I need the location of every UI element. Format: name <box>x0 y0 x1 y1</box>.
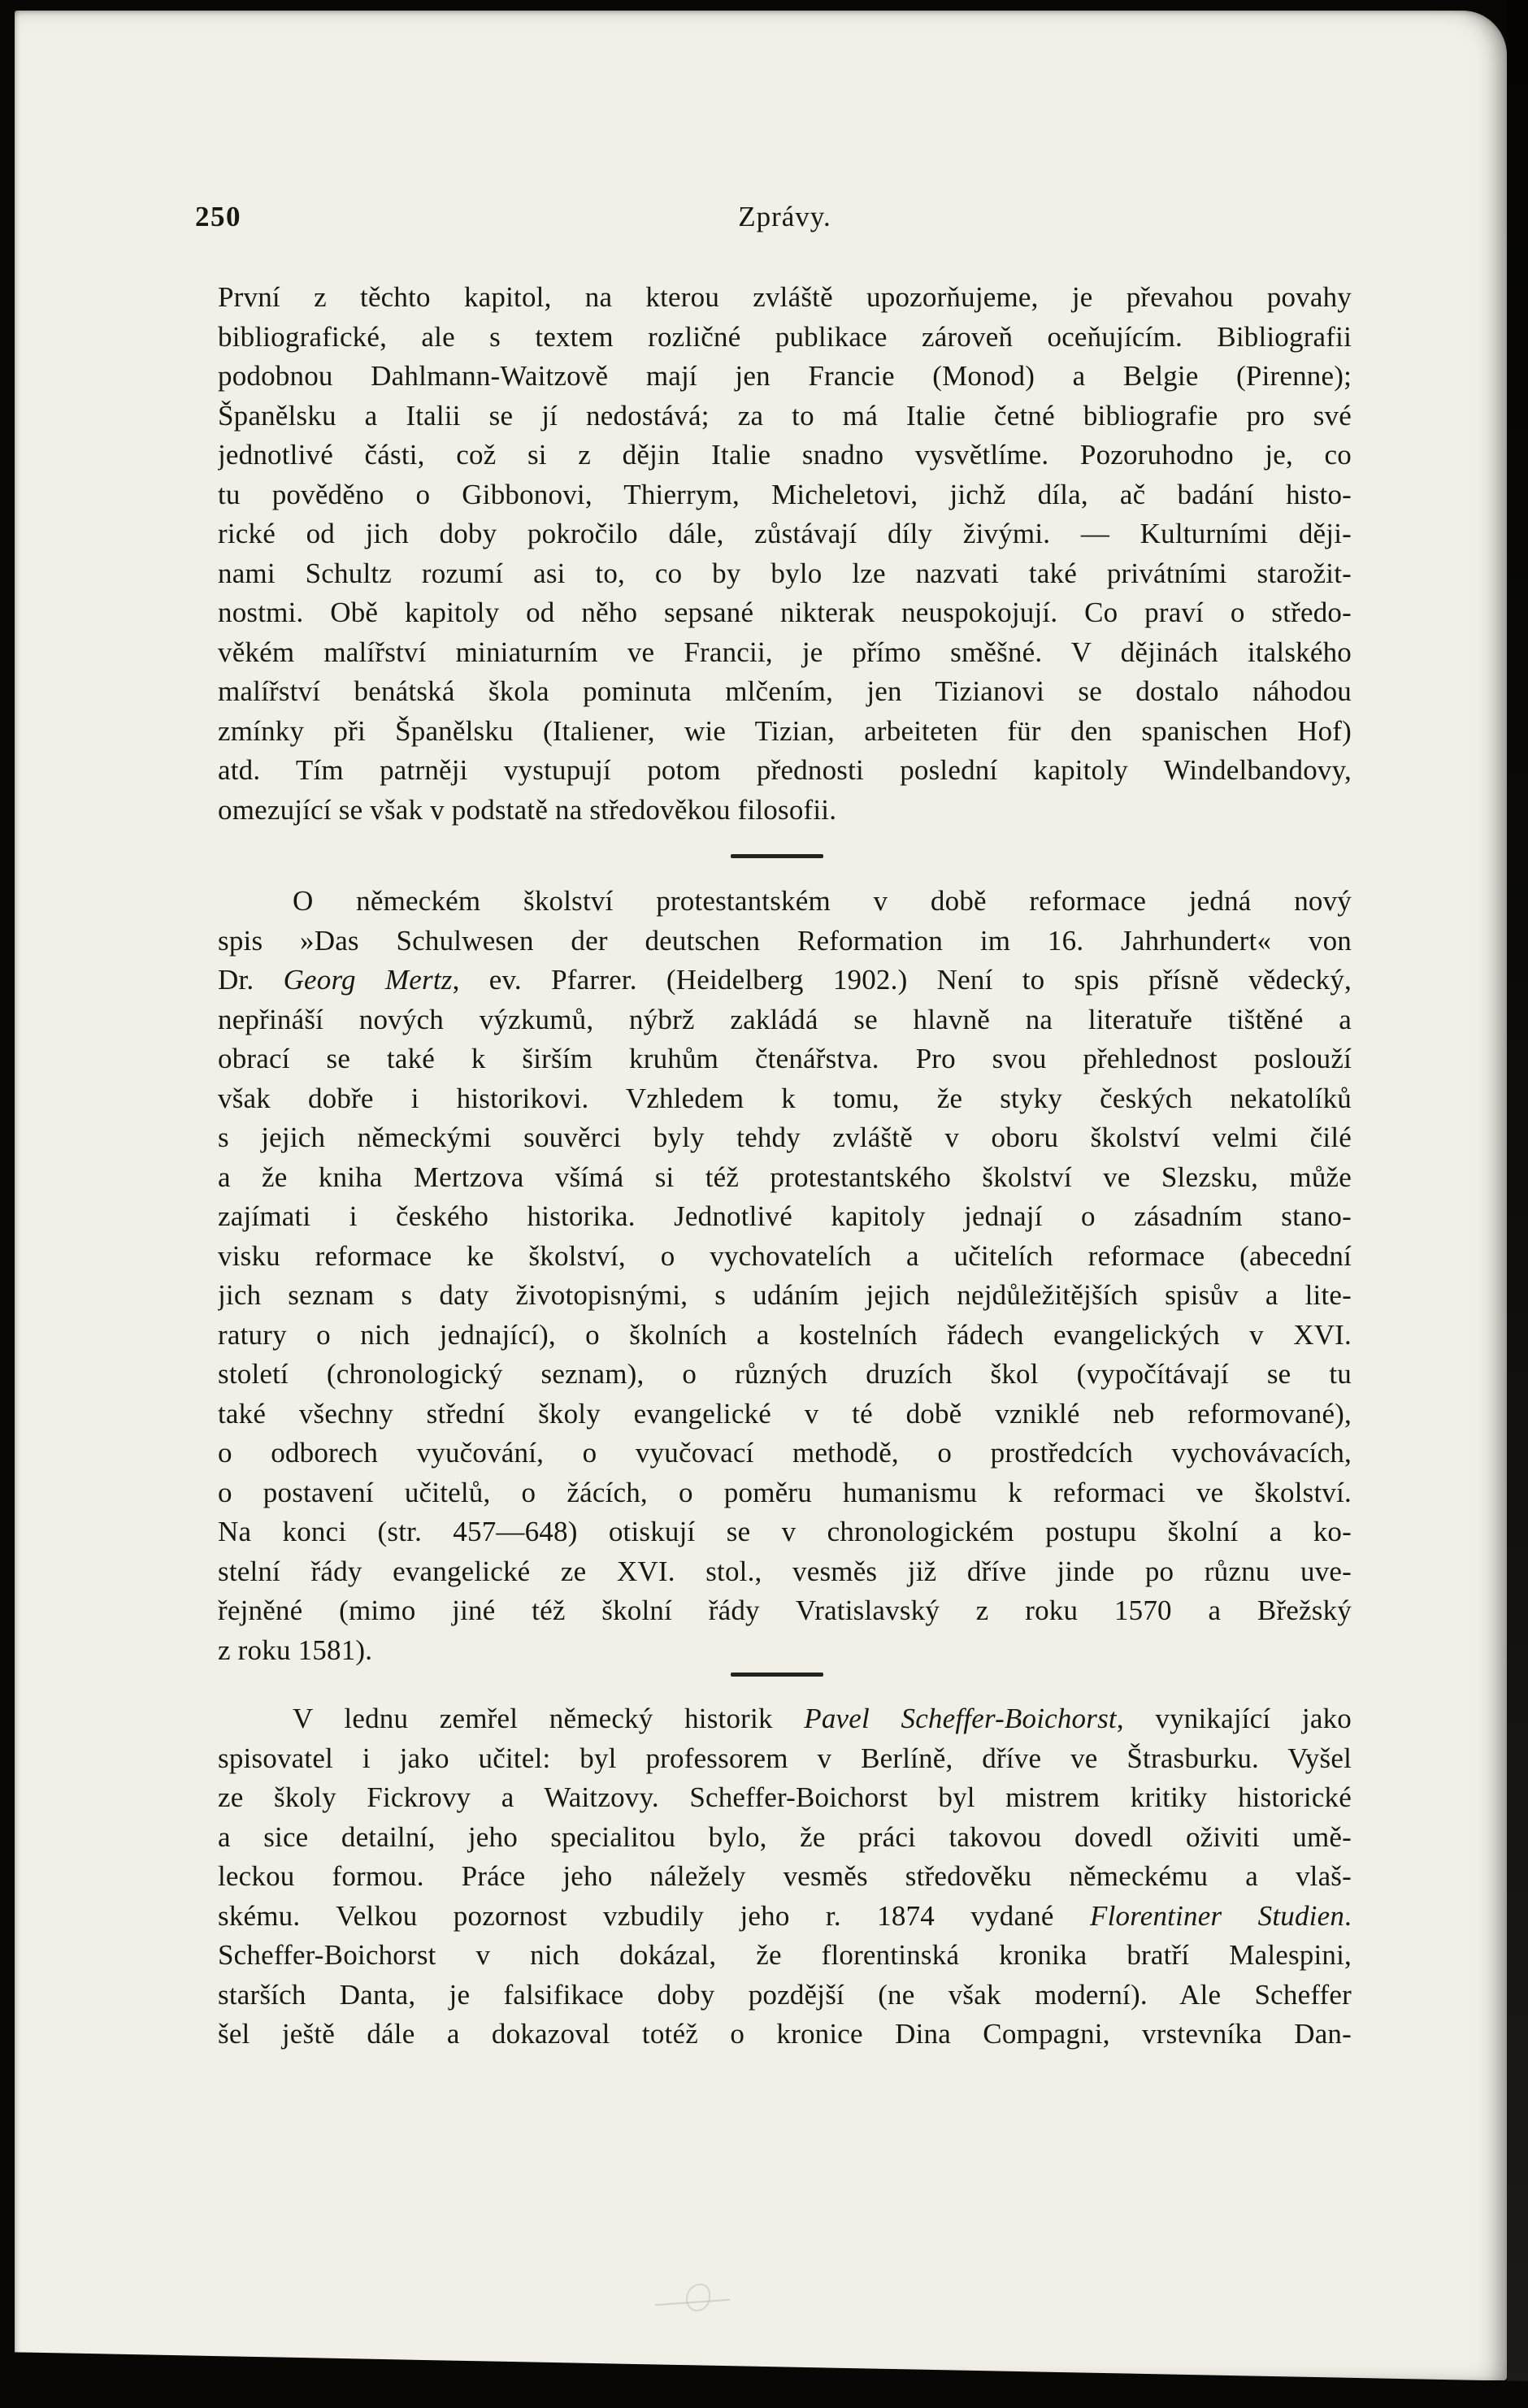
text-segment: šel ještě dále a dokazoval totéž o kronice Dina Compagni, vrstevníka Dan- <box>218 2018 1352 2050</box>
text-line <box>218 1818 1352 1858</box>
text-segment: starších Danta, je falsifikace doby pozdější (ne však moderní). Ale Scheffer <box>218 1978 1352 2011</box>
text-line <box>218 1316 1352 1356</box>
text-line <box>218 882 1352 922</box>
text-segment: a sice detailní, jeho specialitou bylo, že práci takovou dovedl oživiti umě- <box>218 1820 1352 1853</box>
text-segment: s jejich německými souvěrci byly tehdy zvláště v oboru školství velmi čilé <box>218 1122 1352 1153</box>
text-segment: Scheffer-Boichorst v nich dokázal, že florentinská kronika bratří Malespini, <box>218 1939 1352 1971</box>
text-segment: O německém školství protestantském v době reformace jedná nový <box>293 885 1352 917</box>
text-line <box>218 475 1352 515</box>
text-segment: a že kniha Mertzova všímá si též protestantského školství ve Slezsku, může <box>218 1161 1352 1193</box>
text-segment: omezující se však v podstatě na středověkou filosofii. <box>218 793 837 826</box>
text-line <box>218 554 1352 594</box>
text-line <box>218 1434 1352 1473</box>
text-segment: tu pověděno o Gibbonovi, Thierrym, Micheletovi, jichž díla, ač badání histo- <box>218 478 1352 510</box>
text-segment: o postavení učitelů, o žácích, o poměru humanismu k reformaci ve školství. <box>218 1476 1352 1508</box>
text-line <box>218 1897 1352 1937</box>
italic-text-segment: Pavel Scheffer-Boichorst <box>804 1703 1117 1734</box>
text-segment: věkém malířství miniaturním ve Francii, je přímo směšné. V dějinách italského <box>218 636 1352 668</box>
text-segment: ratury o nich jednající), o školních a kostelních řádech evangelických v XVI. <box>218 1318 1352 1351</box>
text-segment: století (chronologický seznam), o různých druzích škol (vypočítávají se tu <box>218 1358 1352 1390</box>
text-segment: skému. Velkou pozornost vzbudily jeho r. 1874 vydané <box>218 1899 1091 1932</box>
section-divider-1 <box>731 854 823 858</box>
text-segment: jednotlivé části, což si z dějin Italie snadno vysvětlíme. Pozoruhodno je, co <box>218 439 1352 471</box>
text-line <box>218 318 1352 358</box>
text-segment: spisovatel i jako učitel: byl professorem v Berlíně, dříve ve Štrasburku. Vyšel <box>218 1742 1352 1774</box>
italic-text-segment: Florentiner Studien <box>1090 1899 1345 1932</box>
text-line <box>218 514 1352 554</box>
text-segment: Dr. <box>218 964 284 996</box>
text-line <box>218 1591 1352 1631</box>
text-line <box>218 2015 1352 2054</box>
italic-text-segment: Georg Mertz <box>283 964 453 996</box>
text-line <box>218 1276 1352 1316</box>
text-line <box>218 1079 1352 1119</box>
text-segment: však dobře i historikovi. Vzhledem k tomu, že styky českých nekatolíků <box>218 1082 1352 1114</box>
text-line <box>218 791 1352 831</box>
text-line <box>218 1000 1352 1040</box>
running-title: Zprávy. <box>738 201 831 232</box>
text-segment: rické od jich doby pokročilo dále, zůstávají díly živými. — Kulturními ději- <box>218 518 1352 549</box>
text-segment: podobnou Dahlmann-Waitzově mají jen Francie (Monod) a Belgie (Pirenne); <box>218 360 1352 392</box>
section-divider-2 <box>731 1673 823 1677</box>
text-segment: leckou formou. Práce jeho náležely vesměs středověku německému a vlaš- <box>218 1860 1352 1892</box>
text-segment: nostmi. Obě kapitoly od něho sepsané nikterak neuspokojují. Co praví o středo- <box>218 597 1352 628</box>
page-number: 250 <box>195 201 241 232</box>
text-segment: zajímati i českého historika. Jednotlivé kapitoly jednají o zásadním stano- <box>218 1200 1352 1232</box>
text-segment: . <box>1344 1899 1352 1932</box>
text-line <box>218 1512 1352 1552</box>
text-segment: z roku 1581). <box>218 1634 373 1666</box>
text-segment: , vynikající jako <box>1116 1703 1352 1734</box>
text-line <box>218 1473 1352 1513</box>
text-segment: spis »Das Schulwesen der deutschen Reformation im 16. Jahrhundert« von <box>218 924 1352 957</box>
text-segment: První z těchto kapitol, na kterou zvláště upozorňujeme, je převahou povahy <box>218 281 1352 313</box>
text-line <box>218 593 1352 633</box>
text-line <box>218 1936 1352 1976</box>
text-segment: zmínky při Španělsku (Italiener, wie Tizian, arbeiteten für den spanischen Hof) <box>218 714 1352 747</box>
text-segment: také všechny střední školy evangelické v té době vzniklé neb reformované), <box>218 1397 1352 1430</box>
text-line <box>218 1552 1352 1592</box>
text-segment: obrací se také k širším kruhům čtenářstva. Pro svou přehlednost poslouží <box>218 1043 1352 1074</box>
text-line <box>218 1039 1352 1079</box>
text-line <box>218 1237 1352 1277</box>
text-line <box>218 712 1352 752</box>
text-segment: Na konci (str. 457—648) otiskují se v chronologickém postupu školní a ko- <box>218 1516 1352 1547</box>
ink-smudge <box>655 2280 733 2323</box>
text-line <box>218 1355 1352 1395</box>
text-segment: V lednu zemřel německý historik <box>293 1703 805 1734</box>
text-line <box>218 1631 1352 1671</box>
text-line <box>218 278 1352 318</box>
text-segment: nepřináší nových výzkumů, nýbrž zakládá se hlavně na literatuře tištěné a <box>218 1003 1352 1035</box>
text-segment: jich seznam s daty životopisnými, s udáním jejich nejdůležitějších spisův a lite- <box>218 1279 1352 1311</box>
paragraph-3 <box>218 1699 1352 2054</box>
text-line <box>218 436 1352 475</box>
text-line <box>218 1739 1352 1779</box>
text-line <box>218 1976 1352 2015</box>
text-segment: malířství benátská škola pominuta mlčením, jen Tizianovi se dostalo náhodou <box>218 675 1352 707</box>
text-line <box>218 751 1352 791</box>
text-segment: Španělsku a Italii se jí nedostává; za to má Italie četné bibliografie pro své <box>218 399 1352 432</box>
text-segment: ze školy Fickrovy a Waitzovy. Scheffer-Boichorst byl mistrem kritiky historické <box>218 1781 1352 1813</box>
text-line <box>218 922 1352 961</box>
text-line <box>218 357 1352 397</box>
text-line <box>218 1197 1352 1237</box>
text-line <box>218 1699 1352 1739</box>
text-segment: visku reformace ke školství, o vychovatelích a učitelích reformace (abecední <box>218 1239 1352 1272</box>
text-segment: řejněné (mimo jiné též školní řády Vratislavský z roku 1570 a Břežský <box>218 1594 1352 1626</box>
text-line <box>218 1158 1352 1198</box>
text-line <box>218 633 1352 673</box>
text-line <box>218 672 1352 712</box>
text-segment: nami Schultz rozumí asi to, co by bylo lze nazvati také privátními starožit- <box>218 557 1352 589</box>
paragraph-2 <box>218 882 1352 1670</box>
text-segment: atd. Tím patrněji vystupují potom přednosti poslední kapitoly Windelbandovy, <box>218 754 1352 786</box>
text-line <box>218 1857 1352 1897</box>
paragraph-1 <box>218 278 1352 830</box>
text-line <box>218 1778 1352 1818</box>
text-segment: , ev. Pfarrer. (Heidelberg 1902.) Není to spis přísně vědecký, <box>452 964 1352 996</box>
text-line <box>218 1118 1352 1158</box>
text-line <box>218 1395 1352 1434</box>
text-segment: stelní řády evangelické ze XVI. stol., vesměs již dříve jinde po různu uve- <box>218 1555 1352 1587</box>
text-segment: o odborech vyučování, o vyučovací methodě, o prostředcích vychovávacích, <box>218 1437 1352 1469</box>
text-segment: bibliografické, ale s textem rozličné publikace zároveň oceňujícím. Bibliografii <box>218 320 1352 353</box>
text-line <box>218 961 1352 1000</box>
text-line <box>218 397 1352 436</box>
